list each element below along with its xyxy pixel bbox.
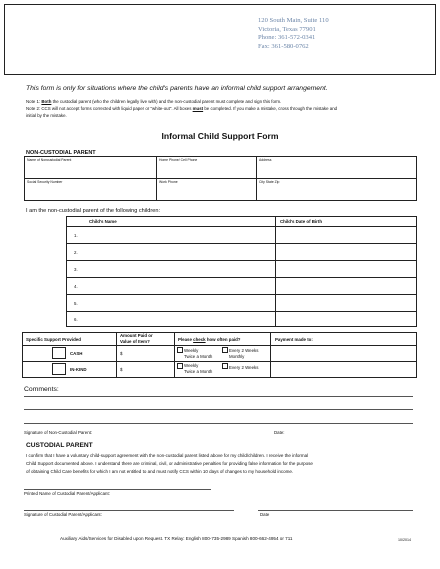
children-row-divider — [66, 260, 417, 261]
support-row-divider — [22, 361, 417, 362]
inkind-checkbox[interactable] — [52, 363, 66, 375]
frequency-header-a: Please — [178, 337, 194, 342]
footer-text: Auxiliary Aids/Services for Disabled upon Request. TX Relay: English 800-735-2989 Spanish 800-662-4954 or 711 — [60, 536, 293, 541]
note-2 — [26, 106, 337, 111]
support-col-divider — [116, 332, 117, 378]
child-row-number[interactable]: 3. — [74, 267, 78, 272]
custodial-date-line[interactable] — [258, 510, 413, 511]
child-row-number[interactable]: 2. — [74, 250, 78, 255]
inkind-label: IN-KIND — [70, 367, 87, 372]
intro-text: This form is only for situations where the child's parents have an informal child support arrangement. — [26, 85, 328, 92]
custodial-signature-line[interactable] — [24, 510, 234, 511]
comments-line[interactable] — [24, 423, 413, 424]
name-field[interactable]: Name of Noncustodial Parent — [27, 158, 72, 162]
support-header-divider — [22, 345, 417, 346]
child-row-number[interactable]: 1. — [74, 233, 78, 238]
city-state-zip-field[interactable]: City State Zip — [259, 180, 280, 184]
support-col-divider — [174, 332, 175, 378]
form-revision-code: 10/2014 — [398, 538, 411, 542]
inkind-weekly-checkbox[interactable] — [177, 363, 183, 369]
address-line2: Victoria, Texas 77901 — [258, 25, 316, 33]
cash-monthly-label: Monthly — [229, 354, 245, 359]
ssn-field[interactable]: Social Security Number — [27, 180, 63, 184]
children-row-divider — [66, 277, 417, 278]
note1-emphasis: Both — [41, 99, 52, 104]
support-col-divider — [270, 332, 271, 378]
work-phone-field[interactable]: Work Phone — [159, 180, 178, 184]
comments-line[interactable] — [24, 409, 413, 410]
inkind-twice-label: Twice a Month — [184, 369, 213, 374]
inkind-every2-checkbox[interactable] — [222, 363, 228, 369]
custodial-signature-label: Signature of Custodial Parent/Applicant: — [24, 512, 102, 517]
custodial-statement-line1: I confirm that I have a voluntary child-support agreement with the non-custodial parent listed above for my child/children. I receive the informal — [26, 453, 309, 458]
child-row-number[interactable]: 5. — [74, 301, 78, 306]
custodial-statement — [26, 452, 421, 475]
support-provided-header: Specific Support Provided — [26, 337, 81, 342]
cash-twice-label: Twice a Month — [184, 354, 213, 359]
note2-body: be completed. If you make a mistake, cross through the mistake and — [203, 106, 338, 111]
noncustodial-date-label[interactable]: Date: — [274, 430, 285, 435]
noncustodial-signature-label[interactable]: Signature of Non-Custodial Parent: — [24, 430, 93, 435]
cash-checkbox[interactable] — [52, 347, 66, 359]
custodial-heading: CUSTODIAL PARENT — [26, 442, 93, 449]
amount-header-line1: Amount Paid or — [120, 333, 153, 338]
note2-emphasis: must — [192, 106, 204, 111]
custodial-statement-line2: Child Support documented above. I understand there are criminal, civil, or administrative penalties for providing false information for the purpose — [26, 460, 313, 466]
noncustodial-row-divider — [24, 178, 417, 179]
child-row-number[interactable]: 6. — [74, 317, 78, 322]
noncustodial-col-divider-2 — [256, 156, 257, 201]
child-dob-header: Child's Date of Birth — [280, 219, 323, 224]
amount-header — [120, 333, 153, 345]
address-field[interactable]: Address — [259, 158, 272, 162]
note1-body: the custodial parent (who the children legally live with) and the non-custodial parent must complete and sign this form. — [51, 99, 282, 104]
phone-number: Phone: 361-572-0341 — [258, 34, 316, 42]
inkind-weekly-label: Weekly — [184, 363, 199, 368]
custodial-statement-line3: of obtaining Child Care benefits for which I am not entitled to and must notify CCS within 10 days of changes to my household income. — [26, 468, 294, 474]
inkind-every2-label: Every 2 Weeks — [229, 365, 259, 370]
children-row-divider — [66, 294, 417, 295]
comments-line[interactable] — [24, 396, 413, 397]
printed-name-label: Printed Name of Custodial Parent/Applicant: — [24, 491, 110, 496]
frequency-header-c: how often paid? — [205, 337, 241, 342]
cash-every2-label: Every 2 Weeks — [229, 348, 259, 353]
note1-prefix: Note 1: — [26, 99, 42, 104]
child-name-header: Child's Name — [89, 219, 117, 224]
cash-weekly-label: Weekly — [184, 348, 199, 353]
comments-label: Comments: — [24, 386, 59, 393]
frequency-header — [178, 337, 240, 342]
form-title: Informal Child Support Form — [161, 131, 279, 141]
noncustodial-col-divider-1 — [156, 156, 157, 201]
office-address — [258, 17, 329, 52]
cash-amount-field[interactable]: $ — [120, 351, 123, 356]
children-row-divider — [66, 311, 417, 312]
letterhead-box — [4, 4, 436, 75]
note-1 — [26, 99, 281, 104]
children-header-divider — [66, 226, 417, 227]
children-row-divider — [66, 243, 417, 244]
noncustodial-heading: NON-CUSTODIAL PARENT — [26, 150, 96, 156]
amount-header-line2: Value of Item? — [120, 339, 150, 344]
address-line1: 120 South Main, Suite 110 — [258, 17, 329, 24]
inkind-amount-field[interactable]: $ — [120, 367, 123, 372]
note2-prefix: Note 2: CCS will not accept forms corrected with liquid paper or "white-out". All boxes — [26, 106, 193, 111]
fax-number: Fax: 361-580-0762 — [258, 43, 309, 51]
cash-weekly-checkbox[interactable] — [177, 347, 183, 353]
custodial-date-label: Date — [260, 512, 270, 517]
payment-made-to-header: Payment made to: — [275, 337, 313, 342]
home-phone-field[interactable]: Home Phone/ Cell Phone — [159, 158, 198, 162]
cash-every2-checkbox[interactable] — [222, 347, 228, 353]
printed-name-line[interactable] — [24, 489, 211, 490]
frequency-header-emphasis: check — [193, 337, 206, 342]
child-row-number[interactable]: 4. — [74, 284, 78, 289]
cash-label: CASH — [70, 351, 83, 356]
children-lead: I am the non-custodial parent of the following children: — [26, 208, 161, 214]
note-2-cont: initial by the mistake. — [26, 113, 67, 118]
